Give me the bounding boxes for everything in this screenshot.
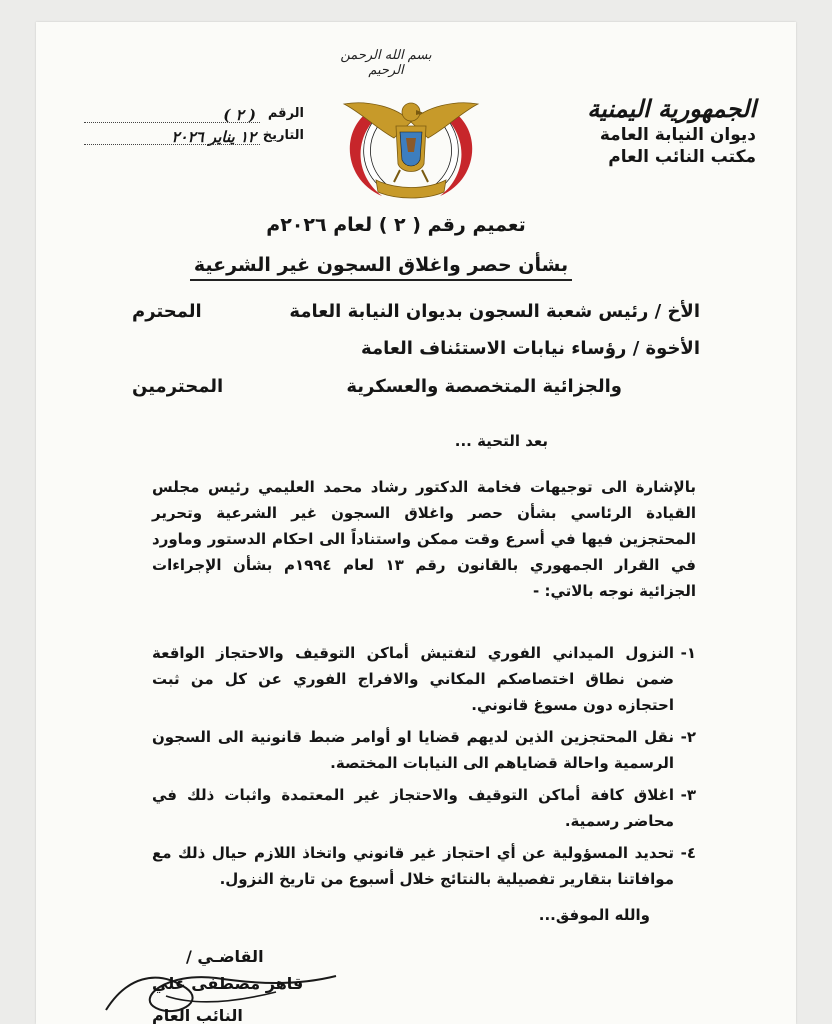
circular-subject: بشأن حصر واغلاق السجون غير الشرعية (36, 254, 796, 276)
closing-phrase: والله الموفق... (538, 906, 650, 924)
greeting: بعد التحية ... (454, 432, 548, 450)
honorific-1: المحترم (132, 301, 202, 322)
body-paragraph: بالإشارة الى توجيهات فخامة الدكتور رشاد محمد العليمي رئيس مجلس القيادة الرئاسي بشأن حصر واغلاق السجون غير الشرعية وتحرير المحتجزين فيها في أسرع وقت ممكن واستناداً الى احكام الدستور وماورد في القرار الجمهوري بالقانون رقم ١٣ لعام ١٩٩٤م بشأن الإجراءات الجزائية نوجه بالاتي: - (152, 478, 697, 600)
basmala: بسم الله الرحمن الرحيم (340, 48, 432, 78)
republic-name: الجمهورية اليمنية (587, 94, 756, 123)
dotted-line (84, 144, 260, 145)
document-page (36, 22, 796, 1024)
date-value: ١٢ يناير ٢٠٢٦ (171, 128, 256, 146)
circular-title: تعميم رقم ( ٢ ) لعام ٢٠٢٦م (266, 214, 526, 236)
item-text: اغلاق كافة أماكن التوقيف والاحتجاز غير المعتمدة واثبات ذلك في محاضر رسمية. (152, 786, 674, 830)
reference-label: الرقم (267, 106, 304, 121)
item-number: ٢- (680, 728, 696, 746)
issuer-header (516, 94, 756, 168)
date-row (84, 128, 304, 150)
directive-list (152, 640, 696, 898)
list-item (152, 724, 696, 776)
body-text (152, 474, 696, 604)
signatory-name: قاهر مصطفى علي (152, 974, 304, 993)
reference-value: ( ٢ ) (223, 106, 256, 124)
list-item (152, 840, 696, 892)
reference-number-row (84, 106, 304, 128)
signatory-title: القاضـي / (186, 947, 264, 966)
item-text: نقل المحتجزين الذين لديهم قضايا او أوامر ضبط قانونية الى السجون الرسمية واحالة قضاياهم الى النيابات المختصة. (152, 728, 674, 772)
addressee-line-2: الأخوة / رؤساء نيابات الاستئناف العامة (361, 338, 700, 359)
list-item (152, 782, 696, 834)
eagle-emblem-icon (336, 82, 486, 212)
office-name: مكتب النائب العام (608, 147, 756, 167)
item-text: تحديد المسؤولية عن أي احتجاز غير قانوني واتخاذ اللازم حيال ذلك مع موافاتنا بتقارير تفصيلية بالنتائج خلال أسبوع من تاريخ النزول. (152, 844, 674, 888)
item-text: النزول الميداني الفوري لتفتيش أماكن التوقيف والاحتجاز الواقعة ضمن نطاق اختصاصكم المكاني والافراج الفوري عن كل من ثبت احتجازه دون مسوغ قانوني. (152, 644, 674, 714)
item-number: ٤- (680, 844, 696, 862)
item-number: ١- (680, 644, 696, 662)
addressee-line-1: الأخ / رئيس شعبة السجون بديوان النيابة العامة (289, 301, 700, 322)
list-item (152, 640, 696, 718)
reference-block (84, 106, 304, 150)
addressee-line-3: والجزائية المتخصصة والعسكرية (346, 376, 622, 397)
date-label: التاريخ (262, 128, 304, 143)
department-name: ديوان النيابة العامة (599, 125, 756, 145)
signatory-position: النائب العام (152, 1006, 243, 1024)
dotted-line (84, 122, 260, 123)
honorific-2: المحترمين (132, 376, 224, 397)
item-number: ٣- (680, 786, 696, 804)
